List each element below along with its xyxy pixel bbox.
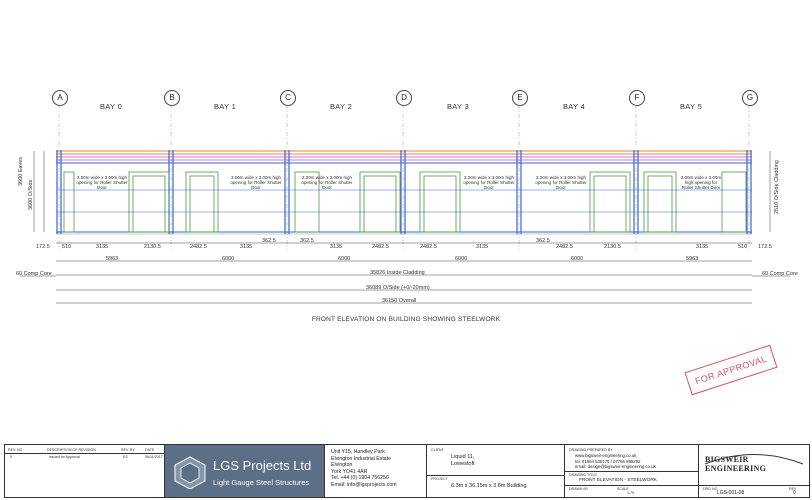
rev-no-header: REV. NO	[8, 448, 23, 452]
drawing-title-label: DRAWING TITLE	[569, 473, 597, 477]
dim-overall: 36150 Overall	[382, 298, 417, 304]
client-project	[427, 445, 565, 497]
dim-1-9: 2482.5	[372, 244, 389, 250]
dim-inside-cladding: 35826 Inside Cladding	[370, 270, 425, 276]
dim-1-2: 3135	[96, 244, 109, 250]
dim-1-14: 2130.5	[604, 244, 621, 250]
revision-table	[5, 445, 165, 497]
bay-label-4: BAY 4	[563, 102, 586, 111]
dim-1-1: 510	[62, 244, 72, 250]
drawing-caption: FRONT ELEVATION ON BUILDING SHOWING STEELWORK	[311, 316, 501, 323]
client-line-1: Liquid 11,	[451, 454, 475, 460]
bay-label-2: BAY 2	[330, 102, 353, 111]
dim-left-core: 60 Comp Core	[16, 271, 52, 277]
drawn-by-label: DRAWN BY	[569, 487, 589, 491]
bay-label-3: BAY 3	[447, 102, 470, 111]
project-name: 6.3m x 36.15m x 3.6m Building	[451, 483, 527, 489]
bay-label-0: BAY 0	[100, 102, 123, 111]
grid-bubble-a: A	[52, 90, 68, 106]
client-name	[451, 454, 475, 468]
dim-1-5: 3135	[240, 244, 253, 250]
dim-1-11: 3135	[476, 244, 489, 250]
client-line-2: Lowestoft	[451, 461, 475, 467]
dim-1-12: 362.5	[536, 238, 550, 244]
client-label: CLIENT	[431, 448, 444, 452]
dim-1-7: 362.5	[300, 238, 314, 244]
dim-1-15: 3135	[696, 244, 709, 250]
opening-note-3: 3.00m wide x 3.00m high opening for Roller Shutter Door	[463, 175, 515, 190]
dim-right-cladding: 2510 O/Side Cladding	[774, 160, 780, 214]
dim-2-5: 5963	[686, 256, 699, 262]
approval-stamp: FOR APPROVAL	[684, 345, 777, 396]
dim-2-0: 5963	[106, 256, 119, 262]
address-line-3: Elvington	[331, 462, 353, 469]
dim-2-1: 6000	[222, 256, 235, 262]
scale-value: 1:75	[627, 491, 634, 495]
address-line-5: Tel. +44 (0) 1904 756250	[331, 475, 389, 482]
company-address	[325, 445, 427, 497]
prepared-email: email: design@bigsweir-engineering.co.uk	[575, 464, 656, 470]
bay-label-5: BAY 5	[680, 102, 703, 111]
dim-1-8: 3135	[330, 244, 343, 250]
dim-1-10: 2482.5	[420, 244, 437, 250]
prepared-by	[565, 445, 699, 497]
prepared-web: www.bigsweir-engineering.co.uk	[575, 453, 637, 458]
rev-date-header: DATE	[145, 448, 155, 452]
dim-1-16: 510	[738, 244, 748, 250]
prepared-label: DRAWING PREPARED BY	[569, 448, 613, 452]
grid-bubble-c: C	[280, 90, 296, 106]
dim-right-core: 60 Comp Core	[762, 271, 798, 277]
dim-1-13: 2482.5	[556, 244, 573, 250]
prepared-tel: tel: 01594 530175 / 07766 695292	[575, 458, 641, 464]
dim-1-17: 172.5	[758, 244, 772, 250]
dim-1-6: 362.5	[262, 238, 276, 244]
rev-value: 0	[793, 490, 796, 496]
grid-bubble-e: E	[512, 90, 528, 106]
address-line-2: Elvington Industrial Estate	[331, 455, 391, 462]
dim-2-4: 6000	[571, 256, 584, 262]
rev-row-by: ES	[123, 455, 128, 459]
rev-row-date: 06/11/2017	[145, 455, 163, 459]
grid-bubble-g: G	[742, 90, 758, 106]
project-label: PROJECT	[431, 477, 448, 481]
lgs-logo-icon	[173, 455, 207, 489]
rev-by-header: REV. BY	[121, 448, 135, 452]
grid-bubble-b: B	[164, 90, 180, 106]
rev-label: REV	[789, 487, 797, 491]
dim-left-oside: 3600 O/Side	[28, 179, 34, 210]
opening-note-0: 3.00m wide x 3.00m high opening for Roller Shutter Door	[76, 175, 128, 190]
opening-note-2: 3.00m wide x 3.00m high opening for Roller Shutter Door	[301, 175, 353, 190]
address-line-6: Email: info@lgsprojects.com	[331, 481, 397, 488]
scale-label: SCALE	[617, 487, 629, 491]
opening-note-1: 3.00m wide x 3.00m high opening for Roller Shutter Door	[230, 175, 282, 190]
company-name: LGS Projects Ltd	[213, 458, 312, 473]
bay-label-1: BAY 1	[214, 102, 237, 111]
title-block	[4, 444, 810, 498]
dim-1-3: 2130.5	[144, 244, 161, 250]
dwg-no: LGS-001-08	[717, 490, 745, 496]
dim-1-4: 2482.5	[190, 244, 207, 250]
opening-note-5: 3.00m wide x 3.00m high opening for Roller Shutter Door	[680, 175, 722, 190]
address-line-4: York YO41 4AR	[331, 468, 368, 475]
dim-1-0: 172.5	[36, 244, 50, 250]
company-logo	[165, 445, 325, 497]
dim-2-2: 6000	[338, 256, 351, 262]
rev-desc-header: DESCRIPTION OF REVISION	[47, 448, 96, 452]
rev-row-no: 0	[10, 455, 12, 459]
dwg-no-label: DRG NO	[703, 487, 718, 491]
prepared-details	[575, 453, 656, 470]
firm-name: BIGSWEIR ENGINEERING	[705, 455, 767, 473]
drawing-title: FRONT ELEVATION - STEELWORK	[579, 478, 658, 483]
rev-row-desc: Issued for Approval	[49, 455, 80, 459]
grid-bubble-f: F	[629, 90, 645, 106]
firm-block	[699, 445, 809, 497]
grid-bubble-d: D	[396, 90, 412, 106]
opening-note-4: 3.00m wide x 3.00m high opening for Roller Shutter Door	[535, 175, 587, 190]
company-tagline: Light Gauge Steel Structures	[213, 478, 310, 487]
dim-2-3: 6000	[455, 256, 468, 262]
dim-left-eaves: 3600 Eaves	[18, 156, 24, 186]
address-line-1: Unit Y15, Handley Park	[331, 449, 385, 455]
dim-outside: 36089 O/Side (+0/-20mm)	[366, 285, 430, 291]
